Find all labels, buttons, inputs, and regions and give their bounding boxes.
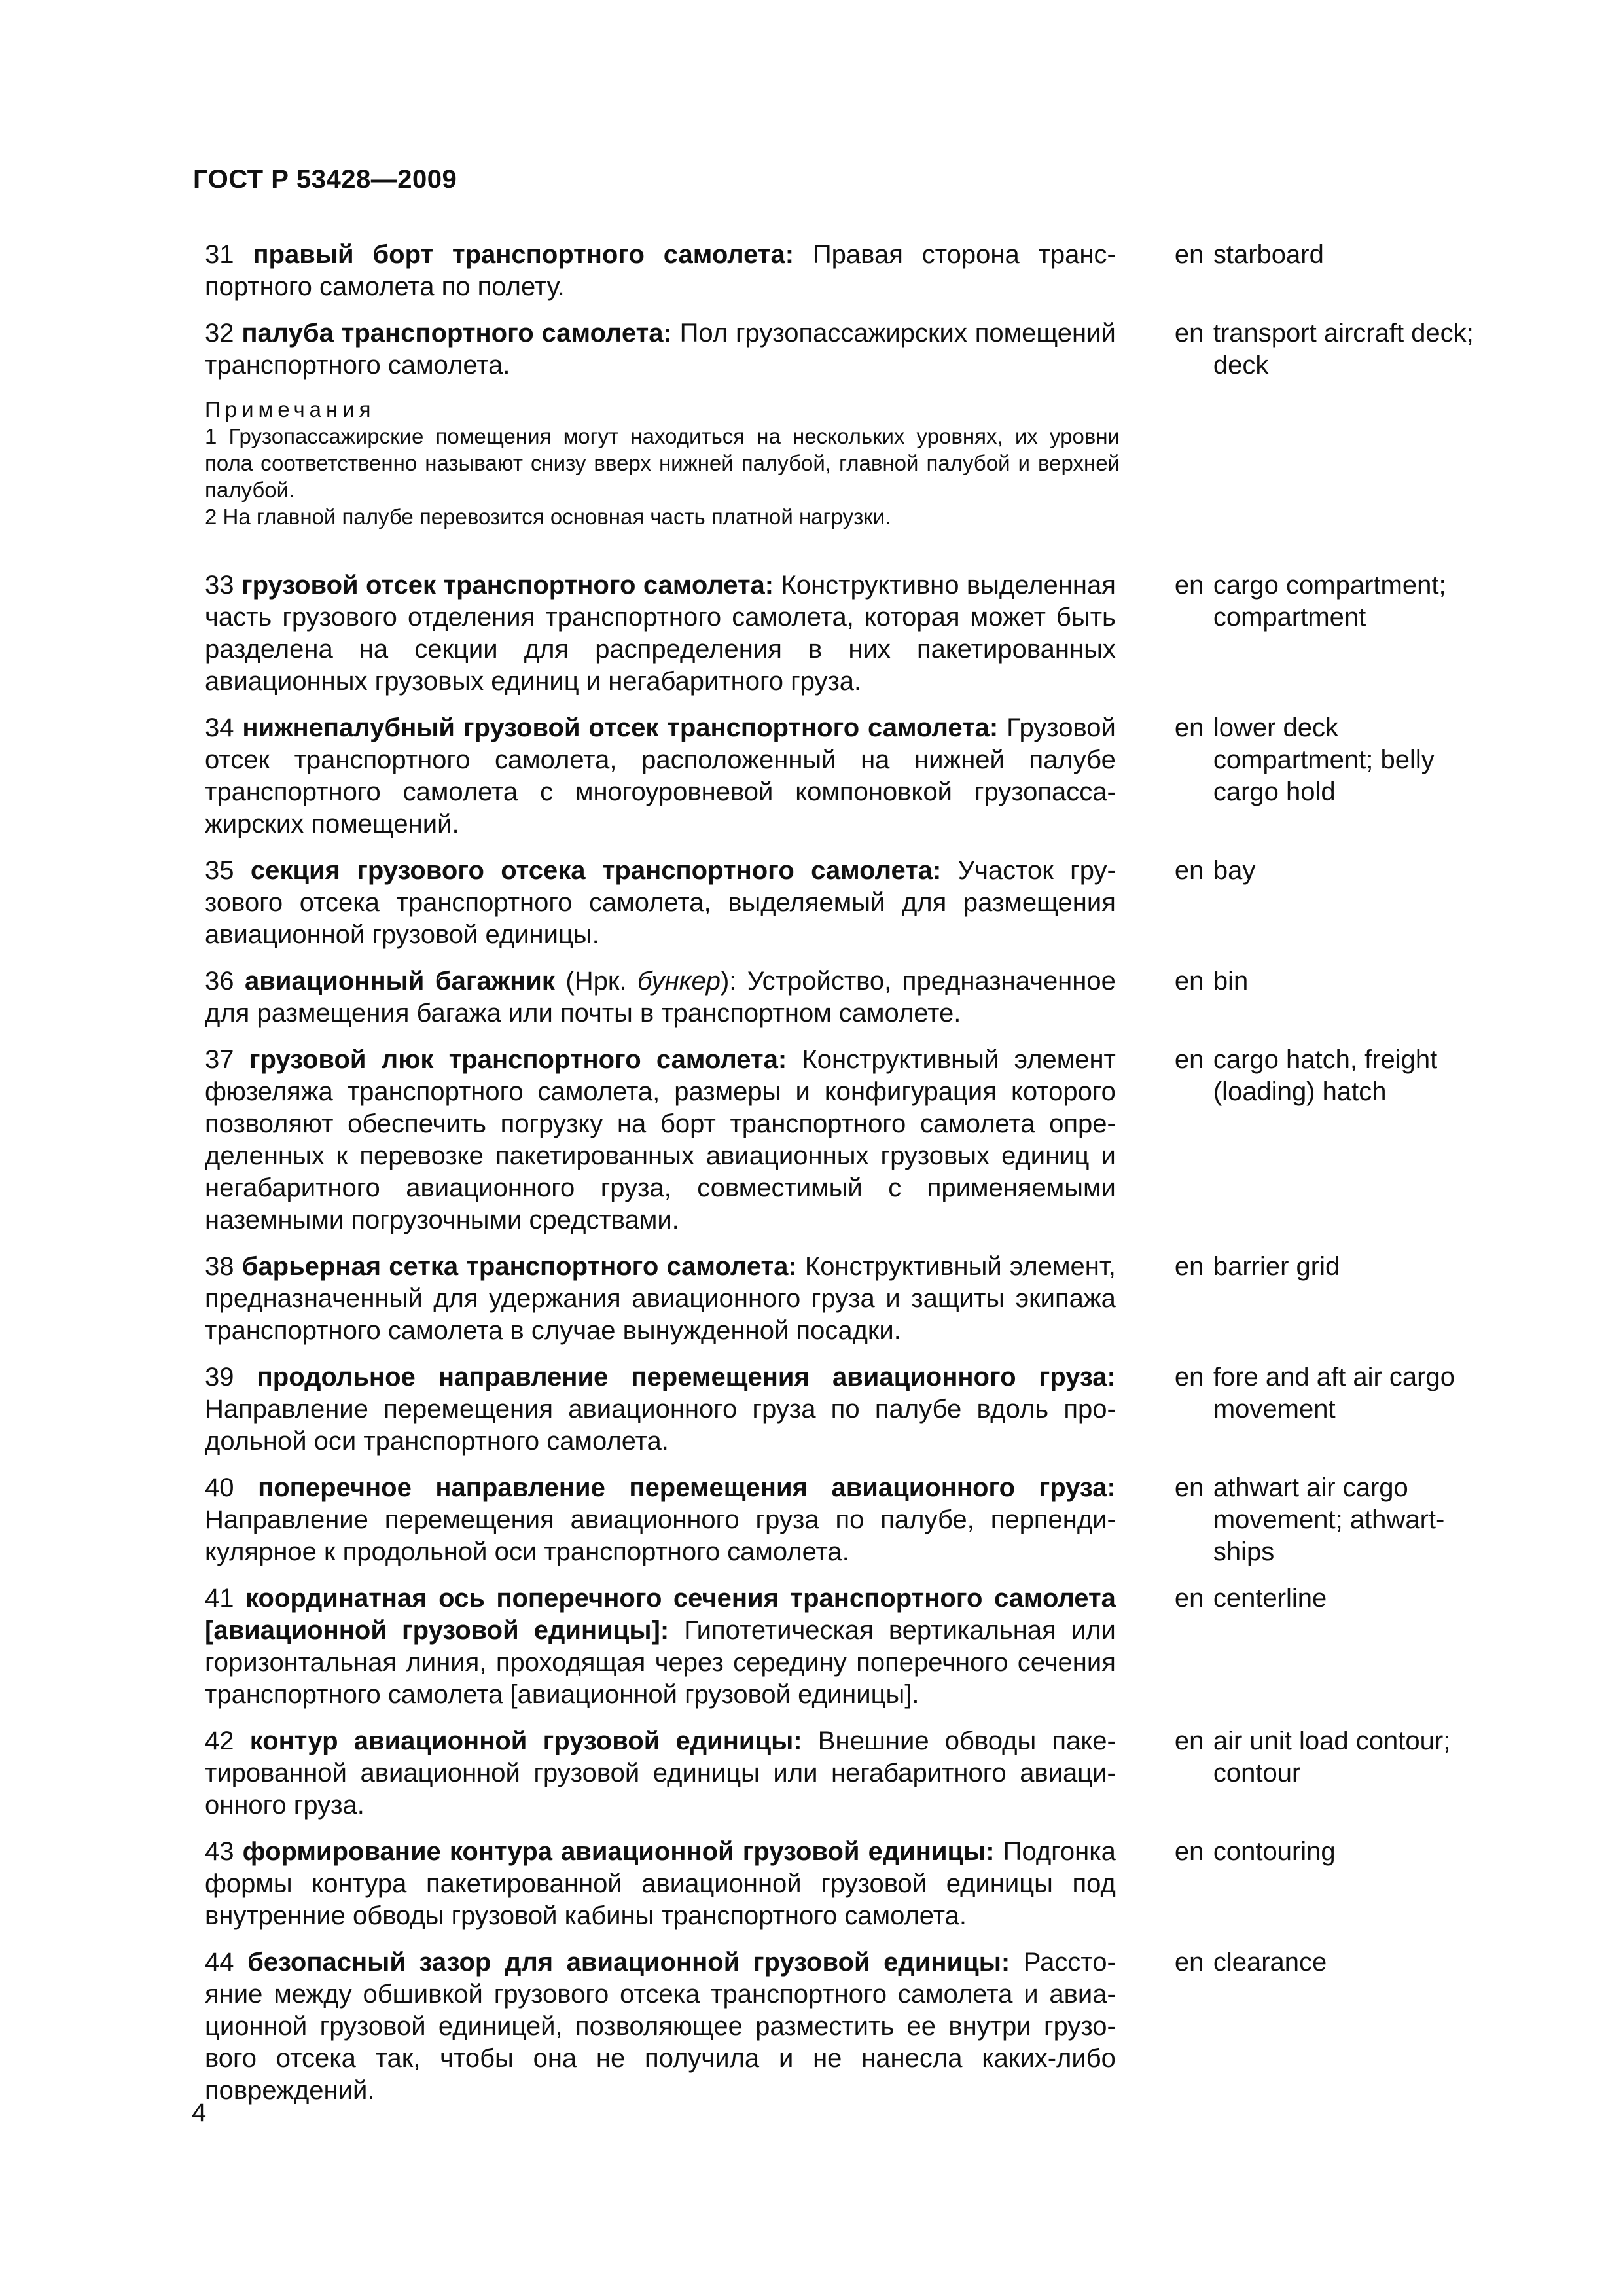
term-number: 41 bbox=[205, 1584, 234, 1613]
term-definition bbox=[205, 1725, 1116, 1821]
term-definition bbox=[205, 1361, 1116, 1458]
term-definition bbox=[205, 569, 1116, 698]
english-equivalent bbox=[1175, 1946, 1488, 2107]
term-definition bbox=[205, 1583, 1116, 1711]
term-number: 39 bbox=[205, 1363, 234, 1391]
definition-text: Гипотетическая вертикальная или горизонтальная линия, проходящая через середину поперечного сечения транспортного самолета [авиационной грузовой единицы]. bbox=[205, 1616, 1116, 1709]
definition-text: Подгонка формы контура пакетированной авиационной грузовой единицы под внутренние обводы грузовой кабины транспортного самолета. bbox=[205, 1837, 1116, 1930]
term-definition bbox=[205, 1044, 1116, 1236]
term-entry bbox=[205, 965, 1488, 1030]
lang-tag: en bbox=[1174, 1948, 1204, 1977]
term-definition bbox=[205, 965, 1116, 1030]
definition-text: Направление перемещения авиационного груза по палубе, перпендикулярное к продольной оси транспортного самолета. bbox=[205, 1505, 1116, 1566]
lang-tag: en bbox=[1174, 240, 1204, 269]
term-number: 38 bbox=[205, 1252, 234, 1281]
english-equivalent bbox=[1175, 1361, 1488, 1458]
english-term: bay bbox=[1213, 856, 1256, 885]
english-term: athwart air cargo movement; athwartships bbox=[1213, 1473, 1445, 1566]
term-definition bbox=[205, 855, 1116, 951]
lang-tag: en bbox=[1174, 1045, 1204, 1074]
term-number: 44 bbox=[205, 1948, 234, 1977]
definition-text: Правая сторона транспортного самолета по полету. bbox=[205, 240, 1116, 301]
term-title: барьерная сетка транспортного самолета: bbox=[241, 1252, 797, 1281]
english-equivalent bbox=[1175, 1725, 1488, 1821]
term-title: палуба транспортного самолета: bbox=[241, 319, 672, 348]
term-entry bbox=[205, 569, 1488, 698]
lang-tag: en bbox=[1174, 1473, 1204, 1502]
english-equivalent bbox=[1175, 1044, 1488, 1236]
english-term: centerline bbox=[1213, 1584, 1327, 1613]
term-title: продольное направление перемещения авиационного груза: bbox=[257, 1363, 1116, 1391]
definition-text: Расстояние между обшивкой грузового отсека транспортного самолета и авиационной грузовой единицей, позволяющее разместить ее внутри грузового отсека так, чтобы она не получила и не нанесла каких-либо повреждений. bbox=[205, 1948, 1116, 2105]
document-header: ГОСТ Р 53428—2009 bbox=[193, 165, 457, 194]
definition-text: Пол грузопассажирских помещений транспортного самолета. bbox=[205, 319, 1116, 380]
english-equivalent bbox=[1175, 1583, 1488, 1711]
page-number: 4 bbox=[192, 2098, 207, 2127]
definition-text: Конструктивный элемент, предназначенный для удержания авиационного груза и защиты экипажа транспортного самолета в случае вынужденной посадки. bbox=[205, 1252, 1116, 1345]
term-number: 43 bbox=[205, 1837, 234, 1866]
lang-tag: en bbox=[1174, 967, 1204, 996]
term-entry bbox=[205, 317, 1488, 382]
definition-text: Направление перемещения авиационного груза по палубе вдоль продольной оси транспортного самолета. bbox=[205, 1395, 1116, 1456]
term-entry bbox=[205, 1361, 1488, 1458]
term-entry bbox=[205, 1472, 1488, 1568]
definition-text: Внешние обводы пакетированной авиационной грузовой единицы или негабаритного авиационного груза. bbox=[205, 1727, 1116, 1820]
lang-tag: en bbox=[1174, 856, 1204, 885]
term-title: правый борт транспортного самолета: bbox=[253, 240, 794, 269]
english-term: cargo hatch, freight (loading) hatch bbox=[1213, 1045, 1438, 1106]
term-number: 34 bbox=[205, 713, 234, 742]
notes-title: Примечания bbox=[205, 397, 376, 422]
terms-list bbox=[205, 239, 1488, 2121]
term-entry bbox=[205, 239, 1488, 303]
term-definition bbox=[205, 317, 1116, 382]
term-number: 31 bbox=[205, 240, 234, 269]
definition-text-end: ): Устройство, предназначенное для размещения багажа или почты в транспортном самолете. bbox=[205, 967, 1116, 1028]
lang-tag: en bbox=[1174, 319, 1204, 348]
term-definition bbox=[205, 712, 1116, 840]
lang-tag: en bbox=[1174, 1252, 1204, 1281]
definition-text: Участок грузового отсека транспортного самолета, выделяемый для размещения авиационной грузовой единицы. bbox=[205, 856, 1116, 949]
english-term: transport aircraft deck; deck bbox=[1213, 319, 1474, 380]
english-equivalent bbox=[1175, 965, 1488, 1030]
term-definition bbox=[205, 239, 1116, 303]
term-number: 36 bbox=[205, 967, 234, 996]
english-equivalent bbox=[1175, 239, 1488, 303]
lang-tag: en bbox=[1174, 1837, 1204, 1866]
term-title: координатная ось поперечного сечения транспортного самолета [авиационной грузовой единицы]: bbox=[205, 1584, 1116, 1645]
term-title: нижнепалубный грузовой отсек транспортного самолета: bbox=[242, 713, 999, 742]
english-term: starboard bbox=[1213, 240, 1324, 269]
term-number: 33 bbox=[205, 571, 234, 600]
definition-text: Конструктивно выделенная часть грузового отделения транспортного самолета, которая может быть разделена на секции для распределения в них пакетированных авиационных грузовых единиц и негабаритного груза. bbox=[205, 571, 1116, 696]
term-title: грузовой люк транспортного самолета: bbox=[249, 1045, 787, 1074]
english-term: clearance bbox=[1213, 1948, 1327, 1977]
english-equivalent bbox=[1175, 712, 1488, 840]
term-title: формирование контура авиационной грузовой единицы: bbox=[242, 1837, 995, 1866]
english-term: cargo compartment; compartment bbox=[1213, 571, 1446, 632]
english-term: fore and aft air cargo movement bbox=[1213, 1363, 1455, 1424]
term-title: поперечное направление перемещения авиационного груза: bbox=[258, 1473, 1116, 1502]
english-term: lower deck compartment; belly cargo hold bbox=[1213, 713, 1435, 806]
note-item: 2 На главной палубе перевозится основная часть платной нагрузки. bbox=[205, 505, 891, 529]
definition-text: (Нрк. bbox=[554, 967, 637, 996]
lang-tag: en bbox=[1174, 1727, 1204, 1755]
term-entry bbox=[205, 1836, 1488, 1932]
term-entry bbox=[205, 855, 1488, 951]
lang-tag: en bbox=[1174, 571, 1204, 600]
english-equivalent bbox=[1175, 1472, 1488, 1568]
term-definition bbox=[205, 1251, 1116, 1347]
definition-text: Грузовой отсек транспортного самолета, расположенный на нижней палубе транспортного самолета с многоуровневой компоновкой грузопассажирских помещений. bbox=[205, 713, 1116, 838]
term-entry bbox=[205, 1725, 1488, 1821]
definition-text: Конструктивный элемент фюзеляжа транспортного самолета, размеры и конфигурация которого позволяют обеспечить погрузку на борт транспортного самолета определенных к перевозке пакетированных авиационных грузовых единиц и негабаритного авиационного груза, совместимый с применяемыми наземными погрузочными средствами. bbox=[205, 1045, 1116, 1234]
term-entry bbox=[205, 1946, 1488, 2107]
term-number: 35 bbox=[205, 856, 234, 885]
english-term: bin bbox=[1213, 967, 1249, 996]
term-definition bbox=[205, 1836, 1116, 1932]
term-title: грузовой отсек транспортного самолета: bbox=[241, 571, 774, 600]
english-equivalent bbox=[1175, 317, 1488, 382]
term-entry bbox=[205, 1583, 1488, 1711]
lang-tag: en bbox=[1174, 1363, 1204, 1391]
english-term: contouring bbox=[1213, 1837, 1336, 1866]
term-entry bbox=[205, 1044, 1488, 1236]
term-entry bbox=[205, 712, 1488, 840]
english-equivalent bbox=[1175, 569, 1488, 698]
english-equivalent bbox=[1175, 1251, 1488, 1347]
notes-block bbox=[205, 396, 1120, 530]
term-title: контур авиационной грузовой единицы: bbox=[249, 1727, 802, 1755]
english-term: barrier grid bbox=[1213, 1252, 1340, 1281]
term-number: 32 bbox=[205, 319, 234, 348]
term-number: 37 bbox=[205, 1045, 234, 1074]
english-term: air unit load contour; contour bbox=[1213, 1727, 1451, 1787]
term-title: секция грузового отсека транспортного самолета: bbox=[250, 856, 942, 885]
english-equivalent bbox=[1175, 855, 1488, 951]
english-equivalent bbox=[1175, 1836, 1488, 1932]
term-definition bbox=[205, 1472, 1116, 1568]
note-item: 1 Грузопассажирские помещения могут находиться на нескольких уровнях, их уровни пола соответственно называют снизу вверх нижней палубой, главной палубой и верхней палубой. bbox=[205, 424, 1120, 502]
term-number: 40 bbox=[205, 1473, 234, 1502]
term-entry bbox=[205, 1251, 1488, 1347]
term-title: авиационный багажник bbox=[245, 967, 555, 996]
term-number: 42 bbox=[205, 1727, 234, 1755]
term-title: безопасный зазор для авиационной грузовой единицы: bbox=[247, 1948, 1010, 1977]
term-definition bbox=[205, 1946, 1116, 2107]
lang-tag: en bbox=[1174, 713, 1204, 742]
lang-tag: en bbox=[1174, 1584, 1204, 1613]
definition-italic: бункер bbox=[637, 967, 721, 996]
